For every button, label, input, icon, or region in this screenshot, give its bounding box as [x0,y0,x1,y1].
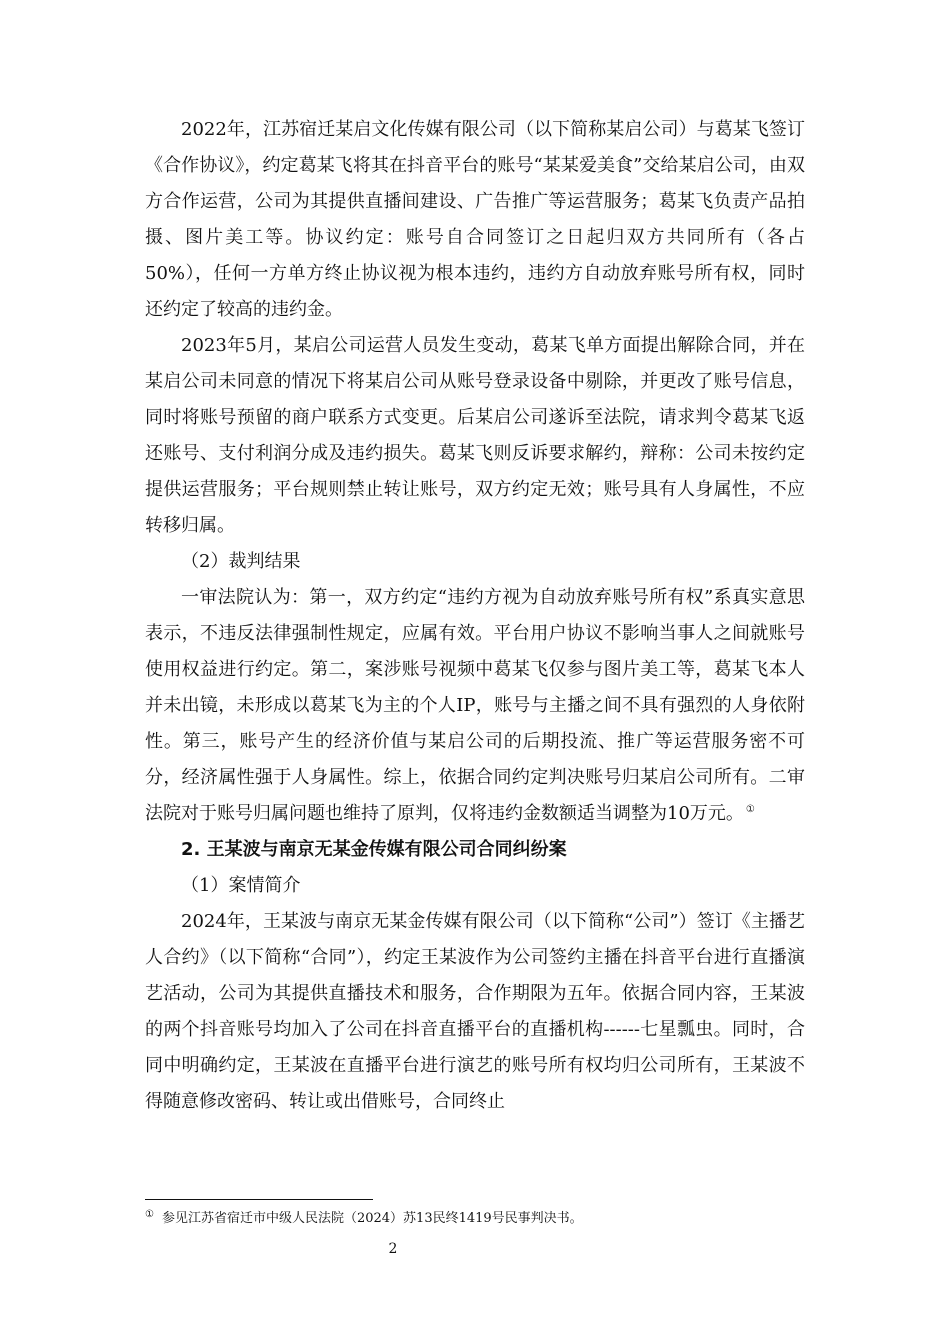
footnote-divider [145,1199,373,1200]
subheading-case-intro: （1）案情简介 [181,875,301,896]
footnote-reference-mark: ① [745,804,755,815]
body-text [145,112,805,1120]
paragraph-case-facts-1: 2022年，江苏宿迁某启文化传媒有限公司（以下简称某启公司）与葛某飞签订《合作协议》，约定葛某飞将其在抖音平台的账号“某某爱美食”交给某启公司，由双方合作运营，公司为其提供直播间建设、广告推广等运营服务；葛某飞负责产品拍摄、图片美工等。协议约定：账号自合同签订之日起归双方共同所有（各占50%），任何一方单方终止协议视为根本违约，违约方自动放弃账号所有权，同时还约定了较高的违约金。 [145,119,805,320]
paragraph-case-2-facts: 2024年，王某波与南京无某金传媒有限公司（以下简称“公司”）签订《主播艺人合约》（以下简称“合同”），约定王某波作为公司签约主播在抖音平台进行直播演艺活动，公司为其提供直播技术和服务，合作期限为五年。依据合同内容，王某波的两个抖音账号均加入了公司在抖音直播平台的直播机构------七星瓢虫。同时，合同中明确约定，王某波在直播平台进行演艺的账号所有权均归公司所有，王某波不得随意修改密码、转让或出借账号，合同终止 [145,911,805,1112]
paragraph-judgment-text: 一审法院认为：第一，双方约定“违约方视为自动放弃账号所有权”系真实意思表示，不违反法律强制性规定，应属有效。平台用户协议不影响当事人之间就账号使用权益进行约定。第二，案涉账号视频中葛某飞仅参与图片美工等，葛某飞本人并未出镜，未形成以葛某飞为主的个人IP，账号与主播之间不具有强烈的人身依附性。第三，账号产生的经济价值与某启公司的后期投流、推广等运营服务密不可分，经济属性强于人身属性。综上，依据合同约定判决账号归某启公司所有。二审法院对于账号归属问题也维持了原判，仅将违约金数额适当调整为10万元。 [145,587,805,824]
case-heading-2: 2. 王某波与南京无某金传媒有限公司合同纠纷案 [181,839,567,860]
footnote [145,1210,805,1228]
footnote-text: 参见江苏省宿迁市中级人民法院（2024）苏13民终1419号民事判决书。 [161,1211,583,1226]
footnote-mark: ① [145,1208,154,1220]
paragraph-case-facts-2: 2023年5月，某启公司运营人员发生变动，葛某飞单方面提出解除合同，并在某启公司未同意的情况下将某启公司从账号登录设备中剔除，并更改了账号信息，同时将账号预留的商户联系方式变更。后某启公司遂诉至法院，请求判令葛某飞返还账号、支付利润分成及违约损失。葛某飞则反诉要求解约，辩称：公司未按约定提供运营服务；平台规则禁止转让账号，双方约定无效；账号具有人身属性，不应转移归属。 [145,335,805,536]
subheading-judgment-result: （2）裁判结果 [181,551,301,572]
paragraph-judgment [145,580,805,832]
page-number: 2 [388,1241,398,1257]
